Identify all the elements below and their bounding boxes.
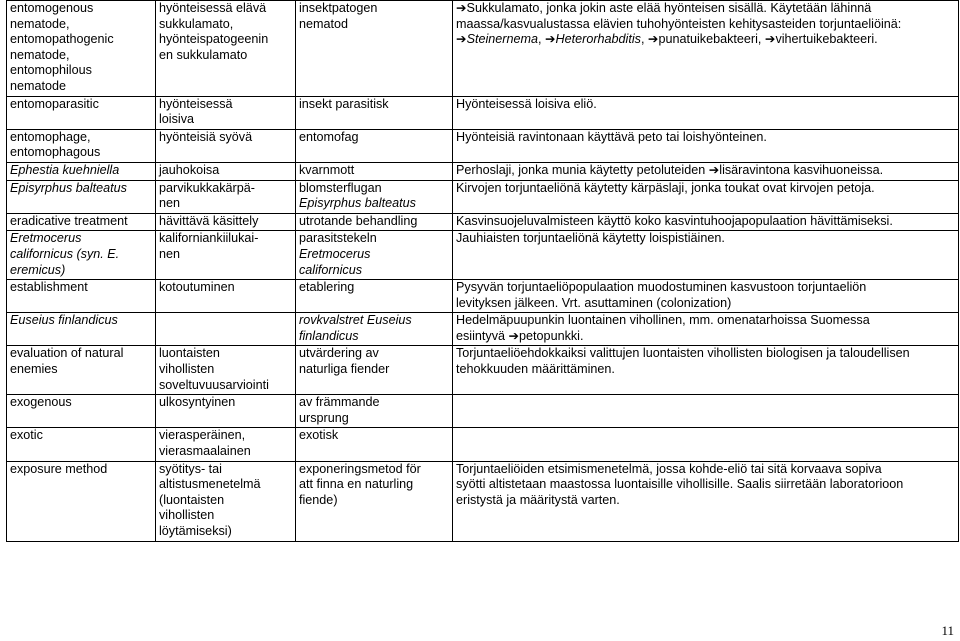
- cell-line: blomsterflugan: [299, 180, 382, 195]
- cell-line: altistusmenetelmä: [159, 477, 261, 492]
- cell-line: eremicus): [10, 262, 66, 277]
- term-sv-cell: [296, 213, 453, 231]
- definition-cell: [453, 213, 959, 231]
- term-en-cell: [7, 428, 156, 461]
- table-row: [7, 428, 959, 461]
- cell-line: nen: [159, 196, 181, 211]
- term-fi-cell: [156, 313, 296, 346]
- cell-line: ➔Sukkulamato, jonka jokin aste elää hyönteisen sisällä. Käytetään lähinnä: [456, 1, 872, 15]
- cell-line: californicus (syn. E.: [10, 246, 120, 261]
- cell-line: entomophagous: [10, 145, 101, 160]
- cell-line: entomoparasitic: [10, 96, 99, 111]
- table-row: [7, 231, 959, 280]
- cell-line: insektpatogen: [299, 1, 378, 15]
- cell-line: vihollisten: [159, 508, 215, 523]
- definition-cell: [453, 428, 959, 461]
- term-sv-cell: [296, 313, 453, 346]
- term-sv-cell: [296, 461, 453, 541]
- cell-line: exotic: [10, 428, 43, 443]
- cell-line: levityksen jälkeen. Vrt. asuttaminen (colonization): [456, 295, 732, 310]
- table-row: [7, 1, 959, 97]
- cell-line: entomofag: [299, 129, 359, 144]
- term-en-cell: [7, 231, 156, 280]
- term-sv-cell: [296, 395, 453, 428]
- table-row: [7, 129, 959, 162]
- cell-line: ursprung: [299, 410, 349, 425]
- term-sv-cell: [296, 1, 453, 97]
- term-en-cell: [7, 346, 156, 395]
- definition-cell: [453, 280, 959, 313]
- cell-line: parasitstekeln: [299, 231, 377, 246]
- term-sv-cell: [296, 180, 453, 213]
- term-sv-cell: [296, 162, 453, 180]
- term-fi-cell: [156, 461, 296, 541]
- cell-line: evaluation of natural: [10, 346, 124, 361]
- term-fi-cell: [156, 162, 296, 180]
- cell-line: enemies: [10, 362, 58, 377]
- term-en-cell: [7, 213, 156, 231]
- cell-line: Eretmocerus: [299, 246, 371, 261]
- table-row: [7, 461, 959, 541]
- cell-line: Hyönteisessä loisiva eliö.: [456, 96, 597, 111]
- term-fi-cell: [156, 346, 296, 395]
- cell-line: parvikukkakärpä-: [159, 180, 255, 195]
- cell-line: nen: [159, 246, 181, 261]
- cell-line: esiintyvä ➔petopunkki.: [456, 328, 584, 343]
- cell-line: hyönteisiä syövä: [159, 129, 253, 144]
- term-fi-cell: [156, 1, 296, 97]
- cell-line: ➔Steinernema, ➔Heterorhabditis, ➔punatuikebakteeri, ➔vihertuikebakteeri.: [456, 32, 878, 47]
- cell-line: vierasperäinen,: [159, 428, 246, 443]
- cell-line: hyönteisessä: [159, 96, 233, 111]
- cell-line: vierasmaalainen: [159, 444, 251, 459]
- cell-line: att finna en naturling: [299, 477, 414, 492]
- cell-line: Kirvojen torjuntaeliönä käytetty kärpäslaji, jonka toukat ovat kirvojen petoja.: [456, 180, 875, 195]
- term-fi-cell: [156, 428, 296, 461]
- definition-cell: [453, 1, 959, 97]
- cell-line: Pysyvän torjuntaeliöpopulaation muodostuminen kasvustoon torjuntaeliön: [456, 280, 867, 295]
- cell-line: etablering: [299, 280, 355, 295]
- term-en-cell: [7, 461, 156, 541]
- definition-cell: [453, 180, 959, 213]
- cell-line: Kasvinsuojeluvalmisteen käyttö koko kasvintuhoojapopulaation hävittämiseksi.: [456, 213, 893, 228]
- term-fi-cell: [156, 96, 296, 129]
- term-fi-cell: [156, 280, 296, 313]
- cell-line: Jauhiaisten torjuntaeliönä käytetty loispistiäinen.: [456, 231, 725, 246]
- term-sv-cell: [296, 280, 453, 313]
- cell-line: hyönteisessä elävä: [159, 1, 267, 15]
- cell-line: entomopathogenic: [10, 32, 114, 47]
- term-fi-cell: [156, 180, 296, 213]
- cell-line: ulkosyntyinen: [159, 395, 236, 410]
- definition-cell: [453, 129, 959, 162]
- cell-line: nematode,: [10, 47, 70, 62]
- definition-cell: [453, 231, 959, 280]
- cell-line: kotoutuminen: [159, 280, 235, 295]
- cell-line: Hyönteisiä ravintonaan käyttävä peto tai loishyönteinen.: [456, 129, 767, 144]
- cell-line: Ephestia kuehniella: [10, 162, 120, 177]
- term-sv-cell: [296, 129, 453, 162]
- term-fi-cell: [156, 213, 296, 231]
- term-en-cell: [7, 395, 156, 428]
- table-row: [7, 213, 959, 231]
- cell-line: soveltuvuusarviointi: [159, 377, 269, 392]
- cell-line: eristystä ja määritystä varten.: [456, 492, 620, 507]
- glossary-table: [6, 0, 959, 542]
- table-row: [7, 346, 959, 395]
- cell-line: eradicative treatment: [10, 213, 128, 228]
- cell-line: californicus: [299, 262, 362, 277]
- cell-line: Torjuntaeliöiden etsimismenetelmä, jossa kohde-eliö tai sitä korvaava sopiva: [456, 461, 882, 476]
- term-sv-cell: [296, 428, 453, 461]
- cell-line: insekt parasitisk: [299, 96, 389, 111]
- table-row: [7, 280, 959, 313]
- cell-line: entomophage,: [10, 129, 91, 144]
- cell-line: en sukkulamato: [159, 47, 248, 62]
- definition-cell: [453, 96, 959, 129]
- cell-line: luontaisten: [159, 346, 220, 361]
- cell-line: entomogenous: [10, 1, 94, 15]
- cell-line: naturliga fiender: [299, 362, 390, 377]
- table-row: [7, 395, 959, 428]
- definition-cell: [453, 162, 959, 180]
- term-en-cell: [7, 280, 156, 313]
- cell-line: nematod: [299, 16, 349, 31]
- cell-line: hävittävä käsittely: [159, 213, 259, 228]
- term-en-cell: [7, 129, 156, 162]
- cell-line: sukkulamato,: [159, 16, 234, 31]
- cell-line: loisiva: [159, 112, 194, 127]
- cell-line: vihollisten: [159, 362, 215, 377]
- table-row: [7, 180, 959, 213]
- cell-line: syötti altistetaan maastossa luontaisille vihollisille. Saalis siirretään laboratorioon: [456, 477, 904, 492]
- definition-cell: [453, 395, 959, 428]
- cell-line: av främmande: [299, 395, 380, 410]
- term-en-cell: [7, 96, 156, 129]
- cell-line: (luontaisten: [159, 492, 225, 507]
- cell-line: rovkvalstret Euseius: [299, 313, 412, 328]
- cell-line: tehokkuuden määrittäminen.: [456, 362, 615, 377]
- definition-cell: [453, 346, 959, 395]
- definition-cell: [453, 461, 959, 541]
- cell-line: utvärdering av: [299, 346, 379, 361]
- cell-line: exposure method: [10, 461, 108, 476]
- cell-line: nematode,: [10, 16, 70, 31]
- term-en-cell: [7, 180, 156, 213]
- cell-line: maassa/kasvualustassa elävien tuhohyönteisten kehitysasteiden torjuntaeliöinä:: [456, 16, 902, 31]
- table-row: [7, 313, 959, 346]
- cell-line: entomophilous: [10, 63, 92, 78]
- cell-line: utrotande behandling: [299, 213, 418, 228]
- term-fi-cell: [156, 395, 296, 428]
- cell-line: Eretmocerus: [10, 231, 82, 246]
- cell-line: fiende): [299, 492, 338, 507]
- cell-line: syötitys- tai: [159, 461, 222, 476]
- cell-line: Episyrphus balteatus: [10, 180, 127, 195]
- cell-line: Perhoslaji, jonka munia käytetty petoluteiden ➔lisäravintona kasvihuoneissa.: [456, 162, 884, 177]
- cell-line: exponeringsmetod för: [299, 461, 421, 476]
- cell-line: hyönteispatogeenin: [159, 32, 269, 47]
- table-row: [7, 96, 959, 129]
- cell-line: kvarnmott: [299, 162, 355, 177]
- term-fi-cell: [156, 129, 296, 162]
- term-sv-cell: [296, 231, 453, 280]
- term-sv-cell: [296, 96, 453, 129]
- cell-line: Hedelmäpuupunkin luontainen vihollinen, mm. omenatarhoissa Suomessa: [456, 313, 870, 328]
- term-fi-cell: [156, 231, 296, 280]
- cell-line: finlandicus: [299, 328, 359, 343]
- cell-line: Euseius finlandicus: [10, 313, 118, 328]
- term-en-cell: [7, 1, 156, 97]
- cell-line: nematode: [10, 78, 67, 93]
- term-sv-cell: [296, 346, 453, 395]
- cell-line: löytämiseksi): [159, 524, 232, 538]
- cell-line: Episyrphus balteatus: [299, 196, 416, 211]
- cell-line: exogenous: [10, 395, 72, 410]
- term-en-cell: [7, 162, 156, 180]
- page-number: 11: [941, 623, 954, 638]
- term-en-cell: [7, 313, 156, 346]
- cell-line: kaliforniankiilukai-: [159, 231, 259, 246]
- cell-line: establishment: [10, 280, 88, 295]
- table-row: [7, 162, 959, 180]
- cell-line: Torjuntaeliöehdokkaiksi valittujen luontaisten vihollisten biologisen ja taloudellisen: [456, 346, 910, 361]
- cell-line: exotisk: [299, 428, 339, 443]
- definition-cell: [453, 313, 959, 346]
- cell-line: jauhokoisa: [159, 162, 220, 177]
